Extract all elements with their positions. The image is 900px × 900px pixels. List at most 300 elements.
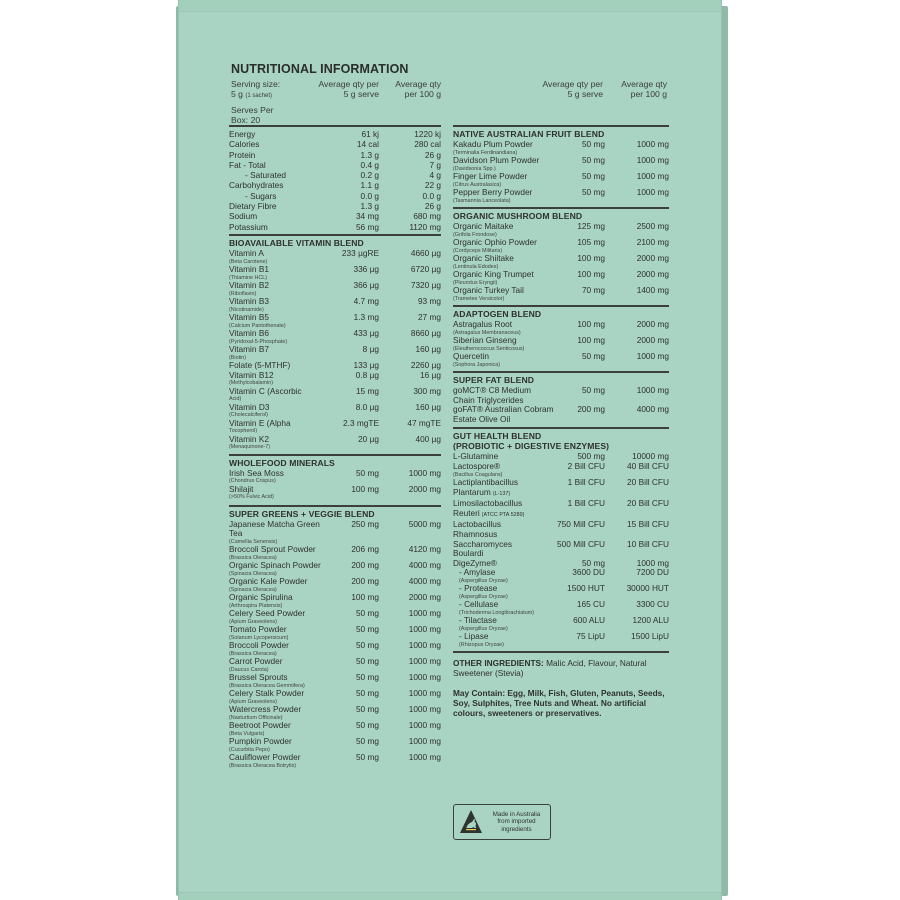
other-ingredients-label: OTHER INGREDIENTS: [453,658,544,669]
table-row [453,188,669,204]
made-in-australia-text [483,811,550,833]
per100-value: 2000 mg [636,253,669,263]
ingredient-source: (Chondrus Crispus) [229,478,276,485]
ingredient-name [453,600,557,616]
ingredient-label-line2: Reuteri [453,507,480,518]
serve-value: 0.2 g [360,170,379,181]
serve-value: 500 mg [577,451,605,462]
table-row [453,478,669,499]
right-col2-header [609,79,667,99]
per100-value: 1000 mg [408,736,441,747]
ingredient-label-line2: Rhamnosus [453,528,498,539]
per100-value: 7 g [429,159,441,170]
per100-value: 280 cal [414,139,441,150]
minerals-section [229,454,441,501]
right-column [453,125,669,718]
table-row [229,139,441,149]
per100-value: 20 Bill CFU [627,498,669,509]
per100-value: 2000 mg [636,319,669,329]
right-col1-header [529,79,603,99]
per100-value: 300 mg [413,385,441,396]
serve-value: 133 µg [353,359,379,370]
other-ingredients-text [453,658,669,678]
per100-value: 93 mg [417,295,441,306]
serve-value: 1.1 g [360,180,379,191]
ingredient-label: Sodium [229,211,258,222]
ingredient-name [229,609,327,625]
serve-value: 2 Bill CFU [567,460,605,471]
ingredient-name [453,499,557,520]
ingredient-note: (L-137) [492,490,511,497]
table-row [229,520,441,546]
ingredient-source: (Daucus Carota) [229,666,269,673]
table-row [229,593,441,609]
kangaroo-triangle-icon [459,809,483,835]
left-col1-header [307,79,379,99]
serve-value: 14 cal [356,139,379,150]
serve-value: 1.3 mg [353,311,379,322]
serve-value: 100 mg [577,253,605,263]
adaptogen-blend-title: ADAPTOGEN BLEND [453,309,542,319]
ingredient-label: Beetroot Powder [229,720,291,731]
right-col2-line1: Average qty [621,79,667,89]
ingredient-label: Vitamin B7 [229,343,269,354]
ingredient-source: (Trichoderma Longibrachiatum) [459,609,535,616]
ingredient-label: Lactospore® [453,460,501,471]
ingredient-name [453,238,557,254]
serving-note: (1 sachet) [245,93,273,99]
ingredient-source: (Sophora Japonica) [453,361,501,368]
ingredient-name [453,156,557,172]
ingredient-name [229,641,327,657]
per100-value: 2000 mg [636,335,669,345]
ingredient-source: (Pleurotus Eryngii) [453,279,498,286]
table-row [229,485,441,501]
ingredient-note: (ATCC PTA 5289) [481,511,525,518]
per100-value: 1000 mg [636,187,669,197]
ingredient-source: (Rhizopus Oryzae) [459,641,504,648]
serve-value: 50 mg [355,688,379,699]
ingredient-name [229,371,327,387]
minerals-title: WHOLEFOOD MINERALS [229,457,335,468]
table-row [229,211,441,221]
ingredient-name [229,545,327,561]
serve-value: 1.3 g [360,149,379,160]
table-row [229,705,441,721]
per100-value: 15 Bill CFU [627,519,669,530]
table-row [453,286,669,302]
ingredient-label: Vitamin B2 [229,279,269,290]
serve-value: 233 µgRE [341,247,379,258]
ingredient-label: Shilajit [229,483,254,494]
ingredient-name [229,673,327,689]
table-row [453,520,669,539]
ingredient-name [229,737,327,753]
ingredient-name [453,584,557,600]
ingredient-source: (Brassica Oleracea Botrytis) [229,762,297,769]
ingredient-label: - Saturated [245,170,287,181]
per100-value: 22 g [424,180,441,191]
table-row [229,435,441,451]
ingredient-source: (Spinacia Oleracea) [229,570,277,577]
ingredient-source: (Solanum Lycopersicum) [229,634,289,641]
ingredient-source: (Arthrospira Platensis) [229,602,283,609]
table-row [229,561,441,577]
serve-value: 50 mg [355,624,379,635]
ingredient-label: Davidson Plum Powder [453,155,540,165]
ingredient-label-line2: Estate Olive Oil [453,413,511,424]
table-row [229,170,441,180]
ingredient-name [229,561,327,577]
per100-value: 1000 mg [636,385,669,395]
table-row [453,140,669,156]
ingredient-name [229,520,327,546]
serve-value: 8 µg [362,343,379,354]
made-in-line1: Made in Australia [492,811,541,819]
table-row [229,191,441,201]
ingredient-source: (Calcium Pantothenate) [229,322,286,329]
per100-value: 7320 µg [410,279,441,290]
ingredient-name [229,577,327,593]
serve-value: 100 mg [577,269,605,279]
ingredient-label: Organic Ophio Powder [453,237,537,247]
serve-value: 50 mg [581,351,605,361]
ingredient-label: Broccoli Sprout Powder [229,544,316,555]
per100-value: 0.0 g [422,190,441,201]
ingredient-label: - Sugars [245,190,277,201]
ingredient-label: Vitamin D3 [229,401,270,412]
ingredient-source: (Cordyceps Militaris) [453,247,503,254]
ingredient-source: (Cucurbita Pepo) [229,746,270,753]
per100-value: 1000 mg [408,752,441,763]
serve-value: 50 mg [355,608,379,619]
table-row [229,577,441,593]
per100-value: 7200 DU [636,567,669,578]
ingredient-label: Finger Lime Powder [453,171,528,181]
table-row [229,641,441,657]
gut-health-section [453,427,669,648]
ingredient-label: Vitamin B6 [229,327,269,338]
serve-value: 200 mg [351,560,379,571]
greens-section [229,505,441,770]
serve-value: 100 mg [577,335,605,345]
per100-value: 4120 mg [408,544,441,555]
serve-value: 50 mg [581,155,605,165]
serve-value: 600 ALU [573,615,605,626]
ingredient-label: Watercress Powder [229,704,302,715]
ingredient-source: (Eleutherococcus Senticosus) [453,345,525,352]
mushroom-blend-section [453,207,669,302]
table-row [453,336,669,352]
ingredient-source: (Davidsonia Spp.) [453,165,496,172]
ingredient-name [453,462,557,478]
per100-value: 1000 mg [408,467,441,478]
per100-value: 1000 mg [408,608,441,619]
ingredient-label: Organic Maitake [453,221,514,231]
serve-value: 34 mg [355,211,379,222]
serve-value: 2.3 mgTE [343,417,379,428]
ingredient-label: Vitamin B5 [229,311,269,322]
ingredient-name [229,345,327,361]
ingredient-name [453,386,557,405]
table-row [229,281,441,297]
ingredient-label-line2: Boulardi [453,548,484,559]
ingredient-label: Kakadu Plum Powder [453,139,533,149]
ingredient-name [229,281,327,297]
table-row [453,172,669,188]
made-in-line2: from imported [497,818,536,826]
per100-value: 27 mg [417,311,441,322]
per100-value: 1000 mg [408,640,441,651]
per100-value: 160 µg [415,343,441,354]
right-col1-line1: Average qty per [542,79,603,89]
ingredient-source: (Nasturtium Officinale) [229,714,283,721]
ingredient-source: (Apium Graveolens) [229,698,277,705]
per100-value: 16 µg [420,369,441,380]
per100-value: 1000 mg [408,624,441,635]
table-row [229,265,441,281]
ingredient-label: Potassium [229,221,268,232]
ingredient-name [229,129,327,139]
table-row [229,625,441,641]
serve-value: 0.0 g [360,190,379,201]
table-row [453,632,669,648]
table-row [453,540,669,559]
table-row [229,129,441,139]
serve-value: 50 mg [355,704,379,715]
left-col2-line1: Average qty [395,79,441,89]
table-row [229,180,441,190]
serve-value: 1.3 g [360,201,379,212]
ingredient-label: - Lipase [459,631,489,642]
per100-value: 1120 mg [409,221,441,232]
panel-bottom-flap [179,892,721,900]
ingredient-name [229,593,327,609]
serving-size-block [231,79,301,125]
nutrition-panel [178,0,722,900]
ingredient-label: Organic Kale Powder [229,576,308,587]
ingredient-label-line2: Chain Triglycerides [453,394,524,405]
fruit-blend-title: NATIVE AUSTRALIAN FRUIT BLEND [453,129,605,139]
per100-value: 1000 mg [636,155,669,165]
serve-value: 8.0 µg [355,401,379,412]
serves-per-box: Box: 20 [231,115,261,125]
per100-value: 1000 mg [408,656,441,667]
ingredient-label: Calories [229,139,260,150]
per100-value: 1000 mg [408,672,441,683]
ingredient-label: Limosilactobacillus [453,498,523,509]
per100-value: 30000 HUT [626,583,669,594]
per100-value: 160 µg [415,401,441,412]
ingredient-name [229,249,327,265]
table-row [229,657,441,673]
serve-value: 50 mg [355,736,379,747]
per100-value: 10 Bill CFU [627,538,669,549]
serving-size-label: Serving size: [231,79,281,89]
ingredient-name [229,485,327,501]
ingredient-name [453,286,557,302]
serves-per-label: Serves Per [231,105,274,115]
ingredient-label: Vitamin B3 [229,295,269,306]
serve-value: 125 mg [577,221,605,231]
table-row [229,313,441,329]
ingredient-source: (Cholecalciferol) [229,412,268,419]
ingredient-label: Vitamin B12 [229,369,274,380]
serve-value: 433 µg [353,327,379,338]
per100-value: 1000 mg [636,351,669,361]
ingredient-name [229,625,327,641]
serve-value: 50 mg [581,171,605,181]
ingredient-name [229,222,327,232]
serving-amount [231,89,301,101]
ingredient-source: (Brassica Oleracea) [229,650,277,657]
per100-value: 1000 mg [636,171,669,181]
serve-value: 50 mg [355,467,379,478]
per100-value: 6720 µg [410,263,441,274]
ingredient-source: (Pyridoxal-5-Phosphate) [229,338,288,345]
ingredient-label: - Protease [459,583,498,594]
table-row [229,160,441,170]
ingredient-name [453,188,557,204]
other-ingredients-list: Malic Acid, Flavour, Natural Sweetener (Stevia) [453,658,647,679]
vitamin-blend-title: BIOAVAILABLE VITAMIN BLEND [229,237,364,248]
ingredient-name [453,140,557,156]
ingredient-label: Organic Turkey Tail [453,285,524,295]
ingredient-label: Organic Spirulina [229,592,293,603]
per100-value: 1000 mg [408,704,441,715]
table-row [453,254,669,270]
ingredient-source: (Camellia Senensis) [229,538,278,545]
ingredient-label: Japanese Matcha Green Tea [229,518,320,539]
serve-value: 206 mg [351,544,379,555]
per100-value: 2260 µg [410,359,441,370]
ingredient-name [229,435,327,451]
table-row [453,584,669,600]
ingredient-label: Saccharomyces [453,538,513,549]
ingredient-name [229,705,327,721]
ingredient-label: Carbohydrates [229,180,284,191]
table-row [453,568,669,584]
ingredient-label: Carrot Powder [229,656,283,667]
ingredient-source: (Beta Carotene) [229,258,268,265]
left-col1-line1: Average qty per [318,79,379,89]
ingredient-label-line2: Plantarum [453,486,491,497]
table-row [229,419,441,435]
ingredient-label: DigeZyme® [453,557,497,568]
per100-value: 400 µg [415,433,441,444]
ingredient-name [229,160,327,170]
per100-value: 1000 mg [636,139,669,149]
serve-value: 50 mg [581,385,605,395]
per100-value: 2500 mg [636,221,669,231]
ingredient-label: Siberian Ginseng [453,335,517,345]
serve-value: 50 mg [355,656,379,667]
serve-value: 0.8 µg [355,369,379,380]
per100-value: 4000 mg [408,576,441,587]
table-row [229,753,441,769]
ingredient-label: Cauliflower Powder [229,752,301,763]
per100-value: 4000 mg [636,404,669,415]
ingredient-name-line2 [453,415,557,425]
ingredient-label: Dietary Fibre [229,201,277,212]
ingredient-name [229,753,327,769]
ingredient-label: L-Glutamine [453,451,499,462]
per100-value: 1000 mg [408,720,441,731]
table-row [229,721,441,737]
ingredient-name [229,150,327,160]
left-col1-line2: 5 g serve [343,89,379,99]
ingredient-source: (Nicotinamide) [229,306,264,313]
serve-value: 56 mg [355,221,379,232]
table-row [453,616,669,632]
per100-value: 47 mgTE [407,417,441,428]
ingredient-name [453,520,557,539]
ingredient-name [229,191,327,201]
ingredient-name [453,172,557,188]
serve-value: 50 mg [355,640,379,651]
per100-value: 26 g [424,201,441,212]
ingredient-label: Irish Sea Moss [229,467,284,478]
serve-value: 165 CU [576,599,605,610]
ingredient-source: (Riboflavin) [229,290,257,297]
serve-value: 100 mg [351,592,379,603]
ingredient-name [229,170,327,180]
ingredient-label: Quercetin [453,351,489,361]
ingredient-label: - Tilactase [459,615,497,626]
per100-value: 5000 mg [408,518,441,529]
table-row [229,545,441,561]
ingredient-name [453,405,557,424]
table-row [229,689,441,705]
ingredient-source: (Apium Graveolens) [229,618,277,625]
super-fat-section [453,371,669,424]
ingredient-label: Lactiplantibacillus [453,476,519,487]
ingredient-source: (Grifola Frondose) [453,231,497,238]
ingredient-name [229,419,327,435]
ingredient-name [453,478,557,499]
per100-value: 680 mg [413,211,441,222]
serve-value: 61 kj [361,129,379,139]
ingredient-name [229,329,327,345]
fruit-blend-section [453,125,669,204]
ingredient-name [453,540,557,559]
ingredient-source: (Lentinula Edodes) [453,263,499,270]
serve-value: 1500 HUT [567,583,605,594]
ingredient-label: Brussel Sprouts [229,672,288,683]
nutrition-table [229,125,441,232]
ingredient-label: goFAT® Australian Cobram [453,404,554,415]
table-row [229,345,441,361]
ingredient-source: (Tasmannia Lanceolata) [453,197,511,204]
ingredient-source: (Citrus Australasica) [453,181,502,188]
ingredient-source: (Aspergillus Oryzae) [459,593,508,600]
per100-value: 10000 mg [632,451,669,462]
ingredient-label: Astragalus Root [453,319,513,329]
serve-value: 100 mg [577,319,605,329]
ingredient-name [453,336,557,352]
serve-value: 250 mg [351,518,379,529]
serve-value: 200 mg [577,404,605,415]
ingredient-label: Fat - Total [229,159,266,170]
ingredient-label: Lactobacillus [453,519,501,530]
ingredient-label: Vitamin C (Ascorbic [229,385,302,396]
serve-value: 15 mg [355,385,379,396]
table-row [453,352,669,368]
table-row [453,320,669,336]
ingredient-label: Vitamin B1 [229,263,269,274]
table-row [229,329,441,345]
per100-value: 2100 mg [636,237,669,247]
